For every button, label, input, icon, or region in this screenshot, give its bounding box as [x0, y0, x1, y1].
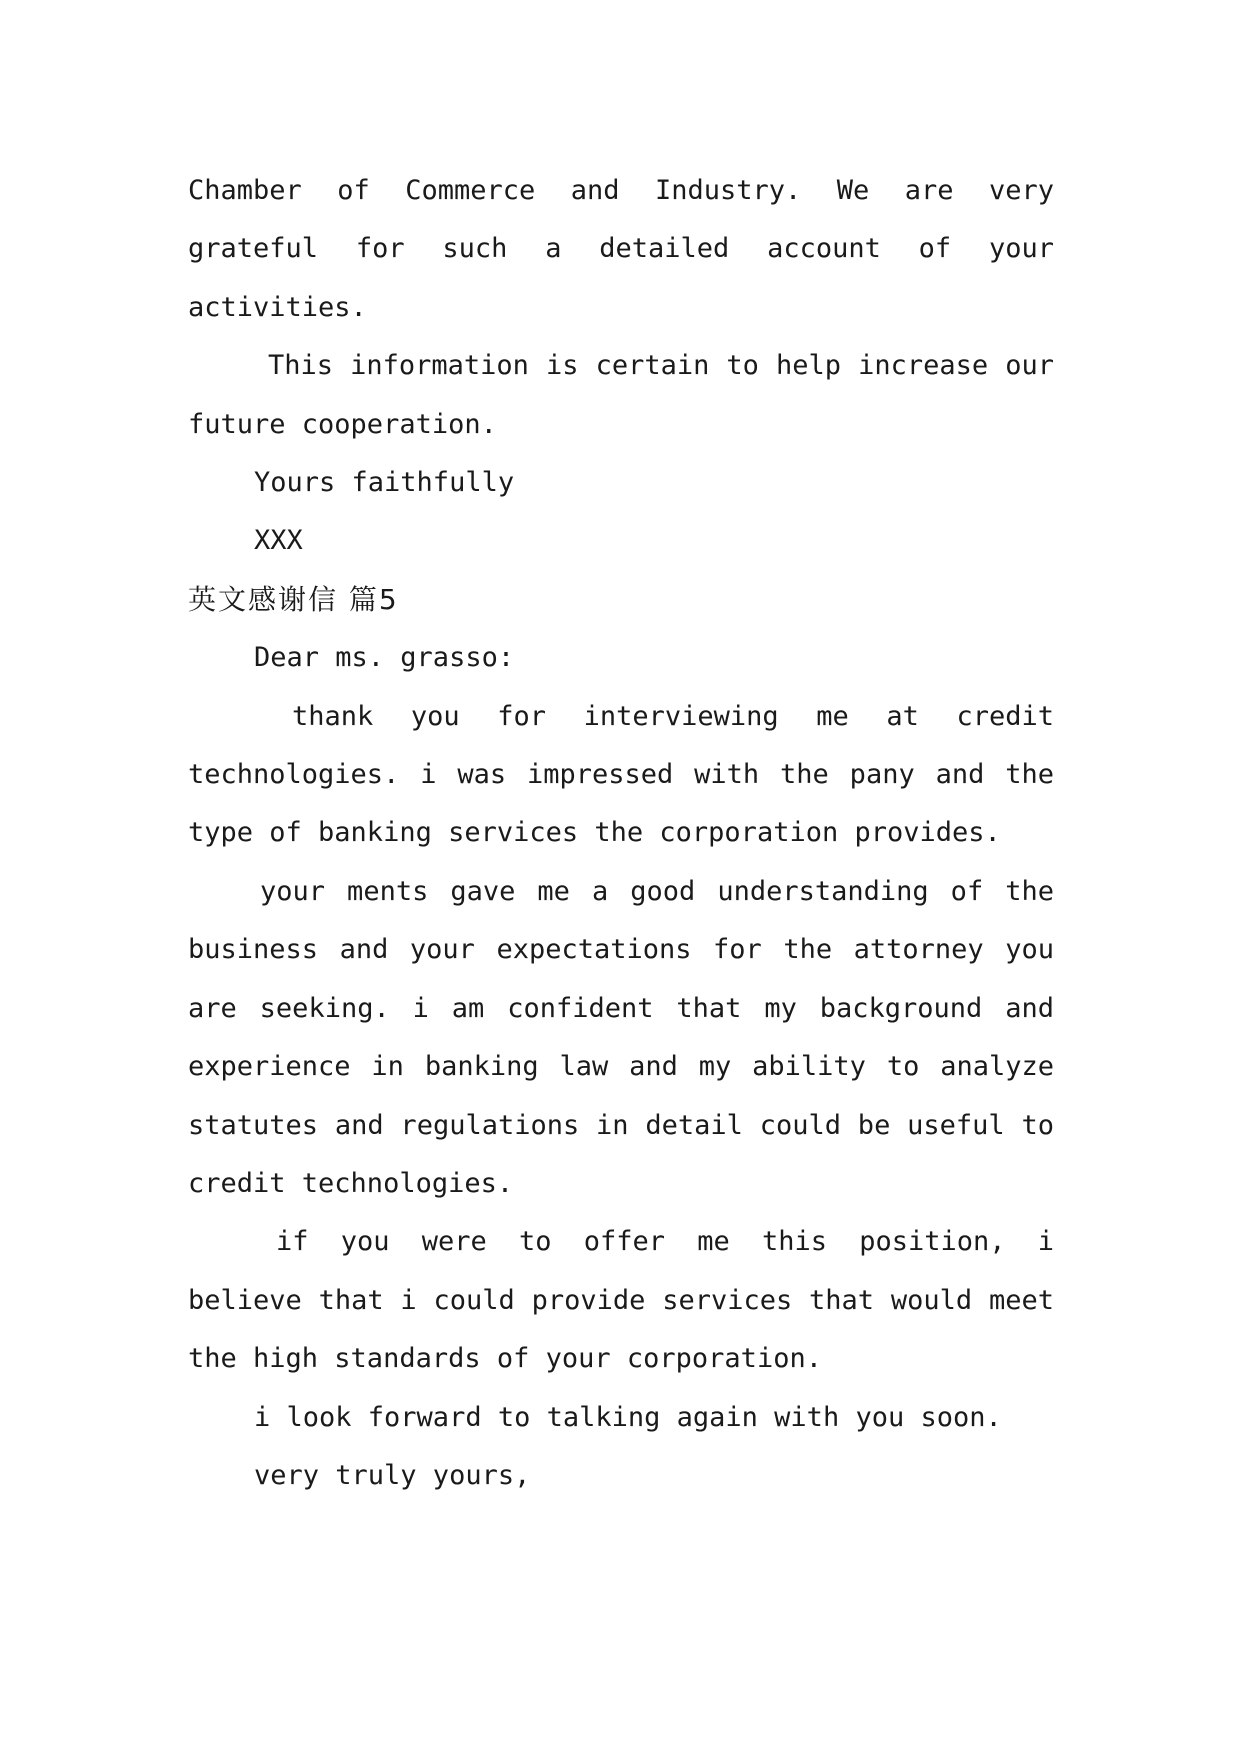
closing-yours-faithfully: Yours faithfully [254, 467, 515, 499]
signature-xxx: XXX [254, 525, 303, 557]
letter-body [188, 162, 1054, 1505]
paragraph-look-forward: i look forward to talking again with you soon. [254, 1401, 1002, 1433]
section-heading: 英文感谢信 篇5 [188, 582, 399, 616]
paragraph-future-cooperation: This information is certain to help increase our future cooperation. [188, 350, 1054, 440]
paragraph-interview-thanks: thank you for interviewing me at credit technologies. i was impressed with the pany and the type of banking services the corporation provides. [188, 700, 1054, 849]
paragraph-background: your ments gave me a good understanding of the business and your expectations for the attorney you are seeking. i am confident that my background and experience in banking law and my ability to analyze statutes and regulations in detail could be useful to credit technologies. [188, 875, 1054, 1199]
paragraph-chamber-thanks: Chamber of Commerce and Industry. We are very grateful for such a detailed account of your activities. [188, 175, 1054, 323]
paragraph-offer: if you were to offer me this position, i believe that i could provide services that would meet the high standards of your corporation. [188, 1226, 1054, 1375]
salutation: Dear ms. grasso: [254, 642, 515, 674]
closing-very-truly-yours: very truly yours, [254, 1459, 531, 1491]
